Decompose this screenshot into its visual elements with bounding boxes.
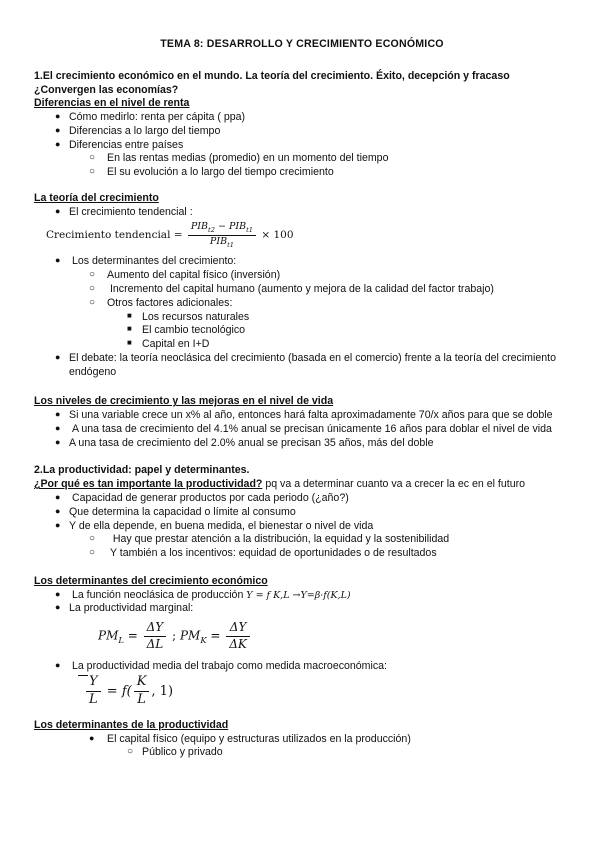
square-bullet-icon: ■: [127, 338, 132, 348]
average-labor-productivity-formula: $\frac{Y}{L}$ = f( $\frac{K}{L}$ , 1): [84, 674, 570, 709]
square-bullet-icon: ■: [127, 324, 132, 334]
circle-bullet-icon: ○: [89, 296, 96, 308]
list-item: ● Y de ella depende, en buena medida, el bienestar o nivel de vida: [55, 519, 374, 532]
list-item: ● A una tasa de crecimiento del 2.0% anual se precisan 35 años, más del doble: [55, 436, 434, 449]
document-title: TEMA 8: DESARROLLO Y CRECIMIENTO ECONÓMICO: [160, 38, 444, 50]
list-item: ● Capacidad de generar productos por cada periodo (¿año?): [55, 491, 349, 504]
growth-theory-heading: La teoría del crecimiento: [34, 191, 159, 204]
list-item: ● Que determina la capacidad o límite al consumo: [55, 505, 296, 518]
list-item: ● La productividad marginal:: [55, 602, 194, 615]
list-subitem: ○ El su evolución a lo largo del tiempo crecimiento: [89, 166, 334, 179]
document-page: [34, 38, 570, 760]
growth-levels-heading: Los niveles de crecimiento y las mejoras en el nivel de vida: [34, 395, 334, 408]
bullet-icon: ●: [55, 351, 61, 362]
bullet-icon: ●: [55, 409, 61, 420]
bullet-icon: ●: [55, 111, 61, 122]
list-subitem: ○ Aumento del capital físico (inversión): [89, 269, 281, 282]
list-item: ● A una tasa de crecimiento del 4.1% anual se precisan únicamente 16 años para doblar el nivel de vida: [55, 422, 552, 435]
bullet-icon: ●: [55, 602, 61, 613]
income-differences-heading: Diferencias en el nivel de renta: [34, 97, 190, 110]
list-subsubitem: ■ Los recursos naturales: [127, 310, 250, 323]
square-bullet-icon: ■: [127, 310, 132, 320]
list-item: ● Si una variable crece un x% al año, entonces hará falta aproximadamente 70/x años para que se doble: [55, 409, 553, 422]
list-item: ● La función neoclásica de producción Y = f K,L →Y=β·f(K,L): [55, 588, 351, 601]
bullet-icon: ●: [55, 588, 61, 599]
list-subitem: ○ Otros factores adicionales:: [89, 296, 233, 309]
bullet-icon: ●: [55, 205, 61, 216]
list-subitem: ○ En las rentas medias (promedio) en un momento del tiempo: [89, 152, 389, 165]
circle-bullet-icon: ○: [89, 269, 96, 281]
list-item: ● El capital físico (equipo y estructuras utilizados en la producción): [89, 732, 411, 745]
formula-fraction: $\frac{PIB_{t2} - PIB_{t1}}{PIB_{t1}}$: [188, 221, 256, 249]
list-item: ● Diferencias a lo largo del tiempo: [55, 124, 221, 137]
bullet-icon: ●: [89, 732, 95, 743]
bullet-icon: ●: [55, 491, 61, 502]
bullet-icon: ●: [55, 124, 61, 135]
circle-bullet-icon: ○: [89, 152, 96, 164]
circle-bullet-icon: ○: [89, 547, 96, 559]
economic-growth-determinants-heading: Los determinantes del crecimiento económico: [34, 574, 268, 587]
list-subitem: ○ Hay que prestar atención a la distribución, la equidad y la sostenibilidad: [89, 533, 450, 546]
list-subsubitem: ■ El cambio tecnológico: [127, 324, 246, 337]
circle-bullet-icon: ○: [89, 283, 96, 295]
bullet-icon: ●: [55, 422, 61, 433]
bullet-icon: ●: [55, 436, 61, 447]
circle-bullet-icon: ○: [89, 166, 96, 178]
list-subitem: ○ Público y privado: [127, 746, 223, 759]
bullet-icon: ●: [55, 519, 61, 530]
productivity-determinants-heading: Los determinantes de la productividad: [34, 718, 229, 731]
bullet-icon: ●: [55, 138, 61, 149]
marginal-productivity-formula: $PM_L$ = $\frac{\Delta Y}{\Delta L}$ ; $PM_K$ = $\frac{\Delta Y}{\Delta K}$: [98, 620, 570, 652]
trend-growth-formula: Crecimiento tendencial = $\frac{PIB_{t2} - PIB_{t1}}{PIB_{t1}}$ × 100: [46, 221, 294, 249]
list-item: ● La productividad media del trabajo como medida macroeconómica:: [55, 660, 387, 673]
section1-heading: 1.El crecimiento económico en el mundo. La teoría del crecimiento. Éxito, decepción y fracaso ¿Convergen las economías?: [34, 69, 510, 96]
list-item: ● El debate: la teoría neoclásica del crecimiento (basada en el comercio) frente a la teoría del crecimiento endógeno: [55, 351, 556, 378]
circle-bullet-icon: ○: [89, 533, 96, 545]
list-item: ● Los determinantes del crecimiento:: [55, 255, 237, 268]
circle-bullet-icon: ○: [127, 746, 134, 758]
list-subsubitem: ■ Capital en I+D: [127, 338, 210, 351]
bullet-icon: ●: [55, 505, 61, 516]
list-subitem: ○ Y también a los incentivos: equidad de oportunidades o de resultados: [89, 547, 437, 560]
list-item: ● Cómo medirlo: renta per cápita ( ppa): [55, 111, 246, 124]
bullet-icon: ●: [55, 660, 61, 671]
bullet-icon: ●: [55, 255, 61, 266]
section2-heading: 2.La productividad: papel y determinantes.: [34, 464, 250, 477]
list-subitem: ○ Incremento del capital humano (aumento y mejora de la calidad del factor trabajo): [89, 283, 494, 296]
productivity-question: ¿Por qué es tan importante la productividad? pq va a determinar cuanto va a crecer la ec en el futuro: [34, 478, 526, 491]
list-item: ● El crecimiento tendencial :: [55, 205, 193, 218]
list-item: ● Diferencias entre países: [55, 138, 184, 151]
